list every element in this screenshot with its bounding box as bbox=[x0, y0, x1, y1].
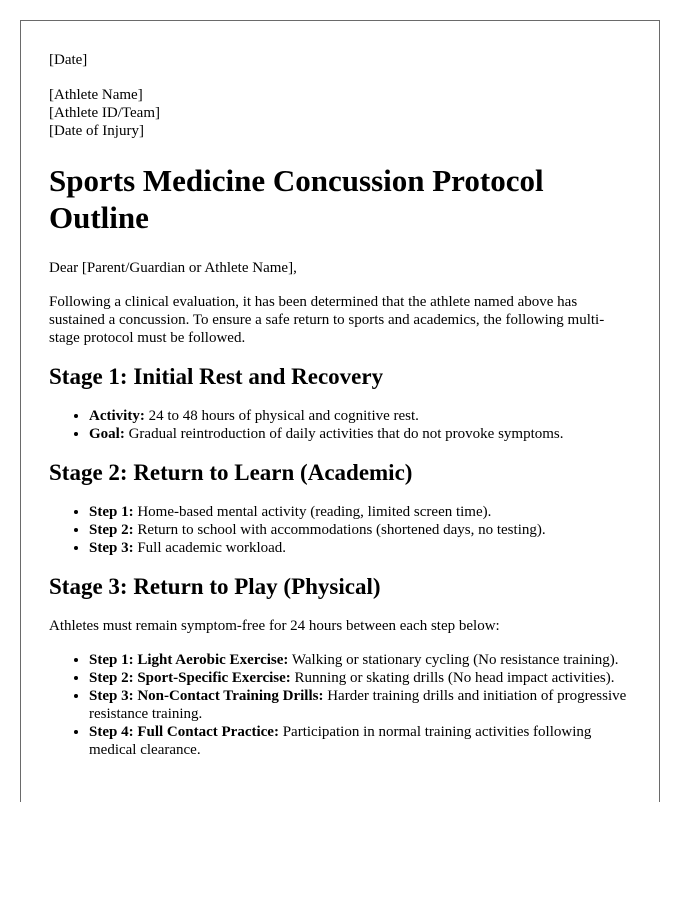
list-item bbox=[89, 723, 634, 759]
item-term: Step 2: bbox=[89, 522, 134, 538]
salutation: Dear [Parent/Guardian or Athlete Name], bbox=[49, 260, 297, 276]
stage-2-section bbox=[49, 459, 634, 557]
item-term: Step 1: Light Aerobic Exercise: bbox=[89, 652, 289, 668]
list-item bbox=[89, 669, 634, 687]
item-text: Harder training drills and initiation of progressive resistance training. bbox=[89, 688, 627, 722]
stage-1-list bbox=[49, 407, 634, 443]
date-block bbox=[49, 51, 634, 69]
item-text: 24 to 48 hours of physical and cognitive rest. bbox=[144, 408, 419, 424]
stage-1-section bbox=[49, 363, 634, 443]
item-text: Gradual reintroduction of daily activities that do not provoke symptoms. bbox=[124, 426, 564, 442]
intro-paragraph: Following a clinical evaluation, it has been determined that the athlete named above has sustained a concussion. To ensure a safe return to sports and academics, the following multi-stage protocol must be followed. bbox=[49, 294, 605, 346]
list-item bbox=[89, 539, 634, 557]
item-text: Participation in normal training activities following medical clearance. bbox=[89, 724, 592, 758]
letter-body bbox=[49, 51, 634, 775]
list-item bbox=[89, 687, 634, 723]
list-item bbox=[89, 503, 634, 521]
letter-date: [Date] bbox=[49, 52, 88, 68]
item-term: Goal: bbox=[89, 426, 125, 442]
date-of-injury: [Date of Injury] bbox=[49, 123, 144, 139]
athlete-name: [Athlete Name] bbox=[49, 87, 143, 103]
stage-3-list bbox=[49, 651, 634, 759]
stage-3-heading: Stage 3: Return to Play (Physical) bbox=[49, 574, 381, 599]
item-text: Home-based mental activity (reading, limited screen time). bbox=[133, 504, 492, 520]
page-background bbox=[0, 802, 700, 900]
stage-3-note: Athletes must remain symptom-free for 24 hours between each step below: bbox=[49, 618, 500, 634]
item-term: Step 2: Sport-Specific Exercise: bbox=[89, 670, 291, 686]
item-term: Step 3: bbox=[89, 540, 134, 556]
page-title: Sports Medicine Concussion Protocol Outline bbox=[49, 163, 544, 235]
item-text: Return to school with accommodations (shortened days, no testing). bbox=[133, 522, 546, 538]
letter-page bbox=[20, 20, 660, 802]
stage-2-heading: Stage 2: Return to Learn (Academic) bbox=[49, 460, 413, 485]
stage-3-section bbox=[49, 573, 634, 759]
item-text: Running or skating drills (No head impact activities). bbox=[290, 670, 615, 686]
item-text: Walking or stationary cycling (No resistance training). bbox=[288, 652, 619, 668]
athlete-id-team: [Athlete ID/Team] bbox=[49, 105, 160, 121]
list-item bbox=[89, 651, 634, 669]
stage-2-list bbox=[49, 503, 634, 557]
list-item bbox=[89, 425, 634, 443]
recipient-block bbox=[49, 86, 634, 140]
list-item bbox=[89, 521, 634, 539]
item-text: Full academic workload. bbox=[133, 540, 287, 556]
stage-1-heading: Stage 1: Initial Rest and Recovery bbox=[49, 364, 384, 389]
item-term: Activity: bbox=[89, 408, 145, 424]
item-term: Step 3: Non-Contact Training Drills: bbox=[89, 688, 324, 704]
item-term: Step 1: bbox=[89, 504, 134, 520]
list-item bbox=[89, 407, 634, 425]
item-term: Step 4: Full Contact Practice: bbox=[89, 724, 279, 740]
